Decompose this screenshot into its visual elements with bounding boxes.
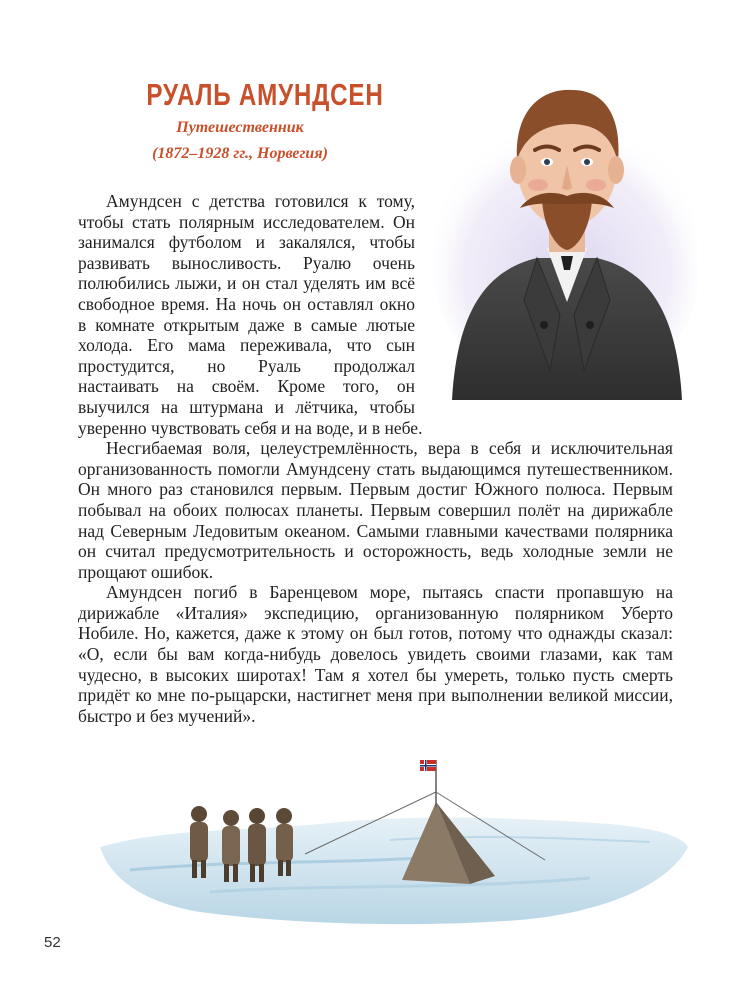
page-number: 52 bbox=[44, 934, 61, 951]
paragraph: Амундсен погиб в Баренцевом море, пытаясь спасти пропавшую на дирижабле «Италия» экспедицию, организованную полярником Уберто Нобиле. Но, кажется, даже к этому он был готов, потому что однажды сказал: «О, если бы вам когда-нибудь довелось увидеть своими глазами, как там чудесно, в высоких широтах! Там я хотел бы умереть, только пусть смерть придёт ко мне по-рыцарски, настигнет меня при выполнении великой миссии, быстро и без мучений». bbox=[78, 582, 673, 726]
cheek-right bbox=[586, 179, 606, 191]
paragraph: Несгибаемая воля, целеустремлённость, вера в себя и исключительная организованность помогли Амундсену стать выдающимся путешественником. Он много раз становился первым. Первым достиг Южного полюса. Первым побывал на обоих полюсах планеты. Первым совершил полёт на дирижабле над Северным Ледовитым океаном. Самыми главными качествами полярника он считал предусмотрительность и осторожность, ведь холодные земли не прощают ошибок. bbox=[78, 438, 673, 582]
page-subtitle: Путешественник bbox=[176, 119, 304, 136]
article-body bbox=[78, 191, 673, 726]
polar-scene-illustration bbox=[90, 752, 690, 927]
ear-right bbox=[608, 156, 624, 184]
norway-flag bbox=[420, 760, 436, 771]
portrait-wrap-space bbox=[415, 191, 673, 397]
life-years: (1872–1928 гг., Норвегия) bbox=[152, 145, 328, 162]
cheek-left bbox=[528, 179, 548, 191]
ice-field bbox=[100, 818, 688, 925]
page-title: РУАЛЬ АМУНДСЕН bbox=[146, 77, 384, 112]
paragraph: Амундсен с детства готовился к тому, чтобы стать полярным исследователем. Он занимался футболом и закалялся, чтобы развивать выносливость. Руалю очень полюбились лыжи, и он стал уделять им всё свободное время. На ночь он оставлял окно в комнате открытым даже в самые лютые холода. Его мама переживала, что сын простудится, но Руаль продолжал настаивать на своём. Кроме того, он выучился на штурмана и лётчика, чтобы уверенно чувствовать себя и на воде, и в небе. bbox=[78, 191, 423, 438]
ear-left bbox=[510, 156, 526, 184]
header-block bbox=[120, 77, 384, 164]
